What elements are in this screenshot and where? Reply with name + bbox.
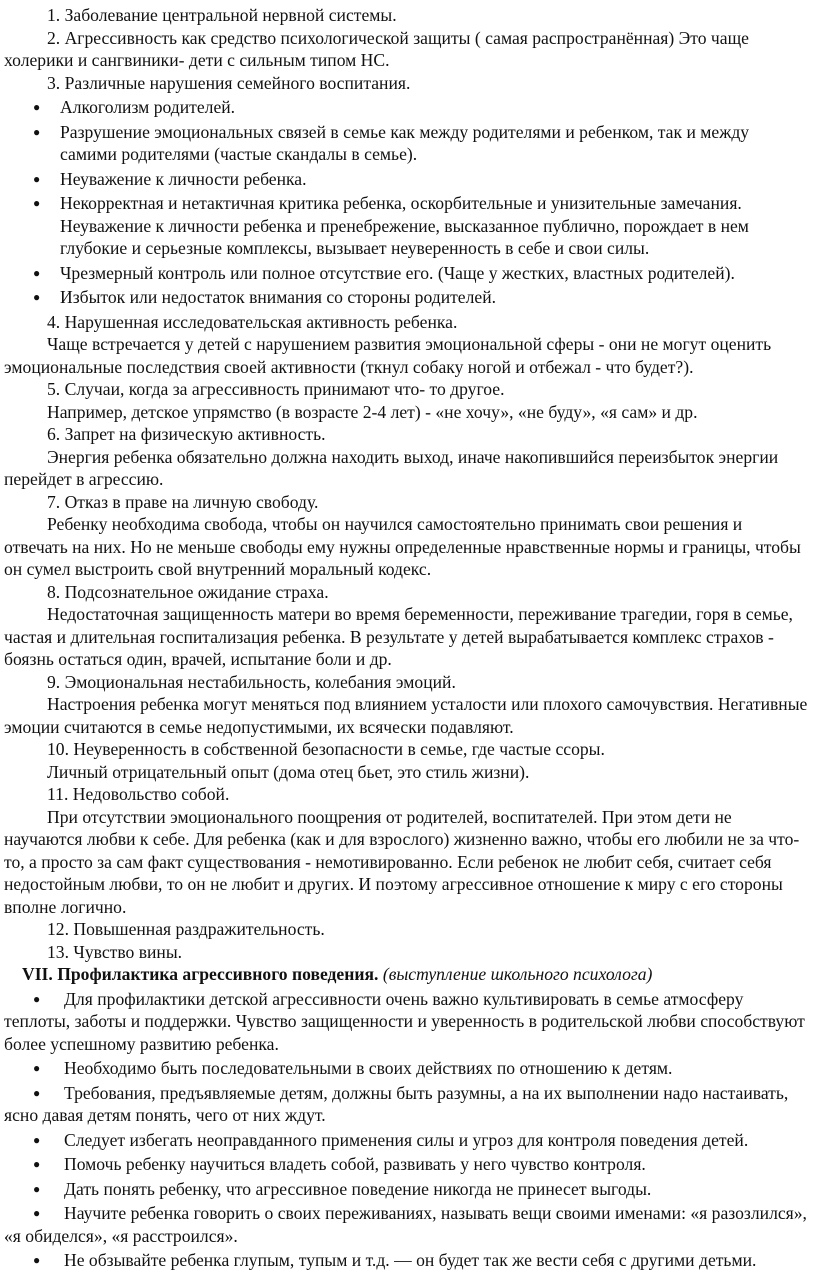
bullet-icon: ● [33,124,41,139]
paragraph: Чаще встречается у детей с нарушением развития эмоциональной сферы - они не могут оценить эмоциональные последствия своей активности (ткнул собаку ногой и отбежал - что будет?). [4,334,772,377]
bullet-icon: ● [33,1085,41,1100]
numbered-item: 11. Недовольство собой. [47,784,230,804]
paragraph: Энергия ребенка обязательно должна находить выход, иначе накопившийся переизбыток энергии перейдет в агрессию. [4,446,779,489]
numbered-item: 9. Эмоциональная нестабильность, колебания эмоций. [47,671,456,692]
numbered-item: 7. Отказ в праве на личную свободу. [47,491,319,512]
bullet-text: Избыток или недостаток внимания со стороны родителей. [60,287,497,307]
paragraph: Недостаточная защищенность матери во время беременности, переживание трагедии, горя в семье, частая и длительная госпитализация ребенка. В результате у детей вырабатывается комплекс страхов - боязнь остаться один, врачей, испытание боли и др. [4,604,793,669]
bullet-icon: ● [33,290,41,304]
bullet-icon: ● [33,265,41,280]
numbered-item: 6. Запрет на физическую активность. [47,424,326,444]
section-heading-title: VII. Профилактика агрессивного поведения. [22,964,379,984]
prevention-bullet [0,1082,816,1127]
bullet-text: Не обзывайте ребенка глупым, тупым и т.д. — он будет так же вести себя с другими детьми. [64,1250,757,1270]
numbered-item: 4. Нарушенная исследовательская активность ребенка. [47,311,458,332]
bullet-icon: ● [33,171,41,186]
bullet-text: Помочь ребенку научиться владеть собой, развивать у него чувство контроля. [64,1154,646,1174]
numbered-item: 8. Подсознательное ожидание страха. [47,581,329,602]
bullet-text: Научите ребенка говорить о своих переживаниях, называть вещи своими именами: «я разозлился», «я обиделся», «я расстроился». [4,1203,807,1246]
prevention-list [0,988,816,1272]
bullet-text: Алкоголизм родителей. [60,97,236,117]
prevention-bullet [0,1178,816,1201]
paragraph: Настроения ребенка могут меняться под влиянием усталости или плохого самочувствия. Негативные эмоции считаются в семье недопустимыми, их всячески подавляют. [4,694,808,737]
numbered-item: 10. Неуверенность в собственной безопасности в семье, где частые ссоры. [47,739,605,759]
bullet-icon: ● [33,196,41,210]
prevention-bullet [0,1129,816,1152]
bullet-item [0,286,816,309]
paragraph: Личный отрицательный опыт (дома отец бьет, это стиль жизни). [47,761,530,782]
paragraph: При отсутствии эмоционального поощрения от родителей, воспитателей. При этом дети не научаются любви к себе. Для ребенка (как и для взрослого) жизненно важно, чтобы его любили не за что-то, а просто за сам факт существования - немотивированно. Если ребенок не любит себя, считает себя недостойным любви, то он не любит и других. И поэтому агрессивное отношение к миру с его стороны вполне логично. [4,806,800,917]
bullet-item [0,262,816,285]
document-body [0,4,816,963]
bullet-item [0,192,816,260]
section-heading-note: (выступление школьного психолога) [382,964,653,984]
bullet-text: Чрезмерный контроль или полное отсутствие его. (Чаще у жестких, властных родителей). [60,262,735,283]
bullet-item [0,96,816,119]
bullet-item [0,121,816,166]
bullet-icon: ● [33,1181,41,1196]
bullet-text: Разрушение эмоциональных связей в семье как между родителями и ребенком, так и между самими родителями (частые скандалы в семье). [60,121,750,164]
bullet-text: Дать понять ребенку, что агрессивное поведение никогда не принесет выгоды. [64,1178,652,1199]
bullet-text: Некорректная и нетактичная критика ребенка, оскорбительные и унизительные замечания. Неуважение к личности ребенка и пренебрежение, высказанное публично, порождает в нем глубокие и серьезные комплексы, вызывает неуверенность в себе и свои силы. [60,193,749,258]
bullet-text: Следует избегать неоправданного применения силы и угроз для контроля поведения детей. [64,1129,749,1150]
numbered-item: 12. Повышенная раздражительность. [47,919,325,939]
prevention-bullet [0,1153,816,1176]
paragraph: Ребенку необходима свобода, чтобы он научился самостоятельно принимать свои решения и отвечать на них. Но не меньше свободы ему нужны определенные нравственные нормы и границы, чтобы он сумел выстроить свой внутренний моральный кодекс. [4,514,801,579]
numbered-item: 13. Чувство вины. [47,941,183,962]
bullet-icon: ● [33,1253,41,1267]
bullet-icon: ● [33,1132,41,1147]
bullet-item [0,168,816,191]
numbered-item: 2. Агрессивность как средство психологической защиты ( самая распространённая) Это чаще холерики и сангвиники- дети с сильным типом НС. [4,27,749,70]
prevention-bullet [0,1202,816,1247]
prevention-bullet [0,1249,816,1272]
section-heading [0,963,816,986]
bullet-text: Требования, предъявляемые детям, должны быть разумны, а на их выполнении надо настаивать, ясно давая детям понять, чего от них ждут. [4,1082,789,1125]
bullet-text: Необходимо быть последовательными в своих действиях по отношению к детям. [64,1058,673,1078]
numbered-item: 5. Случаи, когда за агрессивность принимают что- то другое. [47,379,505,399]
bullet-text: Неуважение к личности ребенка. [60,168,307,189]
bullet-icon: ● [33,1157,41,1171]
bullet-icon: ● [33,100,41,114]
prevention-bullet [0,1057,816,1080]
bullet-text: Для профилактики детской агрессивности очень важно культивировать в семье атмосферу теплоты, заботы и поддержки. Чувство защищенности и уверенность в родительской любви способствуют более успешному развитию ребенка. [4,988,805,1054]
numbered-item: 3. Различные нарушения семейного воспитания. [47,72,411,93]
paragraph: Например, детское упрямство (в возрасте 2-4 лет) - «не хочу», «не буду», «я сам» и др. [47,401,698,422]
bullet-icon: ● [33,1061,41,1075]
numbered-item: 1. Заболевание центральной нервной системы. [47,5,397,25]
bullet-icon: ● [33,1206,41,1220]
bullet-icon: ● [33,991,41,1006]
prevention-bullet [0,988,816,1056]
